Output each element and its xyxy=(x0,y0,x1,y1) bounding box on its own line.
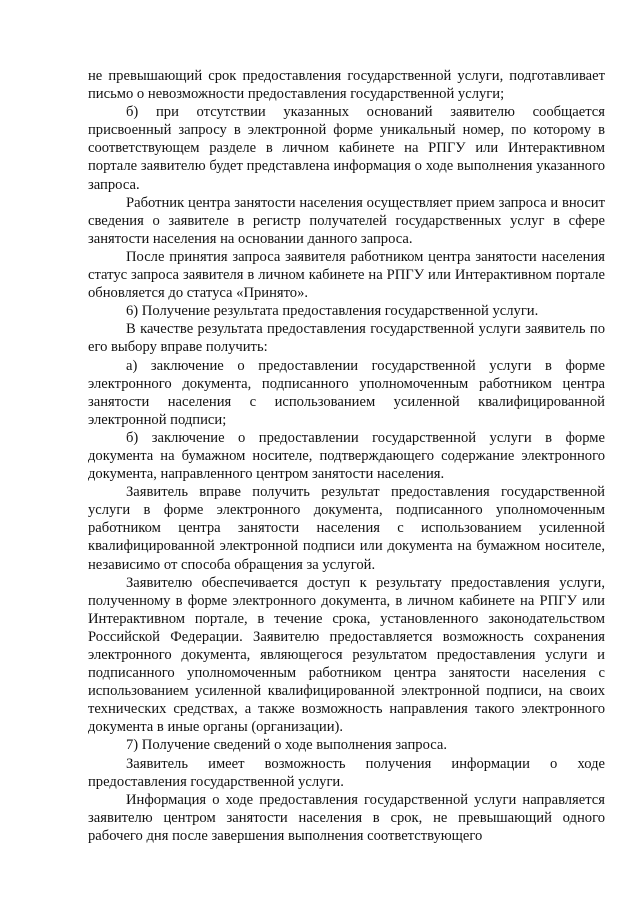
paragraph-result-options: В качестве результата предоставления государственной услуги заявитель по его выбору вправе получить: xyxy=(88,321,605,356)
document-page xyxy=(88,67,605,845)
paragraph-result-form: Заявитель вправе получить результат предоставления государственной услуги в форме электронного документа, подписанного уполномоченным работником центра занятости населения с использованием усиленной квалифицированной электронной подписи или документа на бумажном носителе, независимо от способа обращения за услугой. xyxy=(88,484,605,573)
section-heading-6: 6) Получение результата предоставления государственной услуги. xyxy=(126,303,539,320)
paragraph-progress-info: Заявитель имеет возможность получения информации о ходе предоставления государственной услуги. xyxy=(88,755,605,790)
paragraph-status-accepted: После принятия запроса заявителя работником центра занятости населения статус запроса заявителя в личном кабинете на РПГУ или Интерактивном портале обновляется до статуса «Принято». xyxy=(88,248,605,302)
paragraph-option-a: а) заключение о предоставлении государственной услуги в форме электронного документа, подписанного уполномоченным работником центра занятости населения с использованием усиленной квалифицированной электронной подписи; xyxy=(88,357,605,428)
paragraph-progress-deadline: Информация о ходе предоставления государственной услуги направляется заявителю центром занятости населения в срок, не превышающий одного рабочего дня после завершения выполнения соответствующего xyxy=(88,791,605,844)
paragraph-result-access: Заявителю обеспечивается доступ к результату предоставления услуги, полученному в форме электронного документа, в личном кабинете на РПГУ или Интерактивном портале, в течение срока, установленного законодательством Российской Федерации. Заявителю предоставляется возможность сохранения электронного документа, являющегося результатом предоставления услуги и подписанного уполномоченным работником центра занятости населения с использованием усиленной квалифицированной электронной подписи, на своих технических средствах, а также возможность направления такого электронного документа в иные органы (организации). xyxy=(88,574,605,736)
paragraph-registration: Работник центра занятости населения осуществляет прием запроса и вносит сведения о заявителе в регистр получателей государственных услуг в сфере занятости населения на основании данного запроса. xyxy=(88,194,605,247)
paragraph-b-confirmation: б) при отсутствии указанных оснований заявителю сообщается присвоенный запросу в электронной форме уникальный номер, по которому в соответствующем разделе в личном кабинете на РПГУ или Интерактивном портале заявителю будет представлена информация о ходе выполнения указанного запроса. xyxy=(88,104,605,193)
section-heading-7: 7) Получение сведений о ходе выполнения запроса. xyxy=(126,737,448,754)
paragraph-option-b: б) заключение о предоставлении государственной услуги в форме документа на бумажном носителе, подтверждающего содержание электронного документа, направленного центром занятости населения. xyxy=(88,429,605,483)
paragraph-continuation: не превышающий срок предоставления государственной услуги, подготавливает письмо о невозможности предоставления государственной услуги; xyxy=(88,68,605,103)
